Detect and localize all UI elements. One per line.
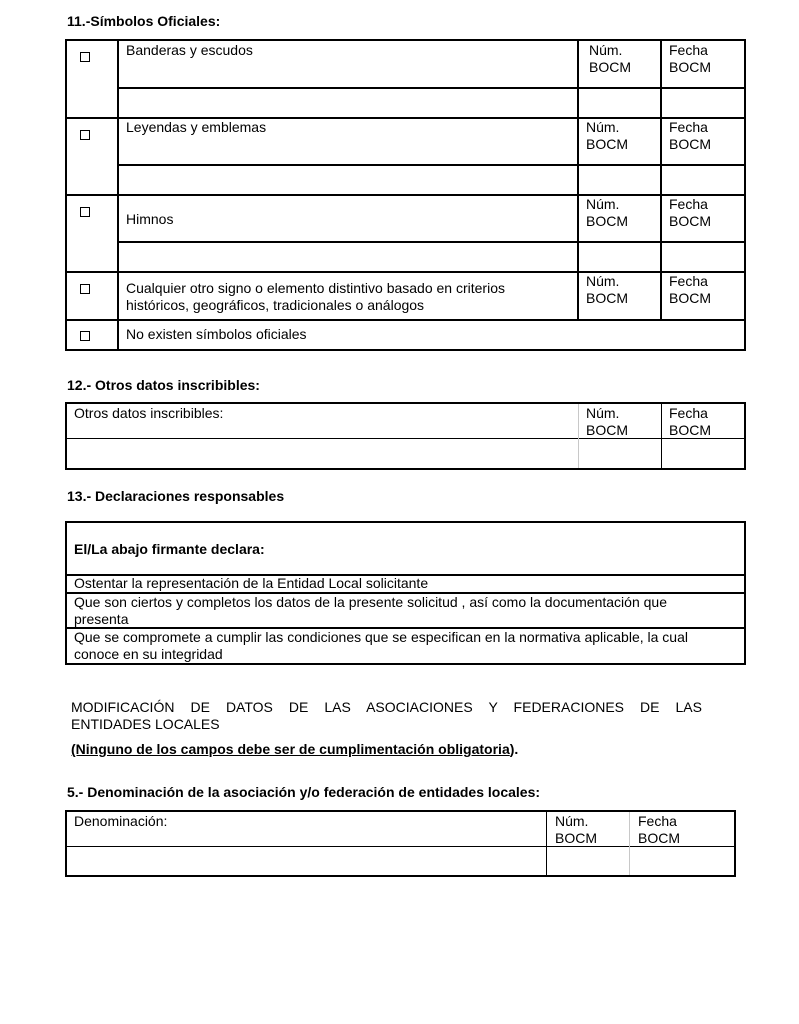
declaracion-item: Que se compromete a cumplir las condiciones que se especifican en la normativa aplicable, la cual conoce en su integridad — [74, 629, 688, 662]
modification-title: MODIFICACIÓN DE DATOS DE LAS ASOCIACIONES Y FEDERACIONES DE LAS ENTIDADES LOCALES — [71, 699, 702, 732]
label-banderas-escudos: Banderas y escudos — [126, 42, 253, 58]
fecha-bocm-label: Fecha BOCM — [669, 42, 711, 75]
leyendas-emblemas-text-input[interactable] — [119, 166, 576, 193]
section-13-title: 13.- Declaraciones responsables — [67, 488, 285, 504]
section-12-title: 12.- Otros datos inscribibles: — [67, 377, 260, 393]
otros-datos-fecha-bocm-input[interactable] — [662, 440, 744, 468]
label-leyendas-emblemas: Leyendas y emblemas — [126, 119, 267, 135]
num-bocm-label: Núm. BOCM — [586, 119, 628, 152]
label-himnos: Himnos — [126, 211, 174, 227]
himnos-text-input[interactable] — [119, 243, 576, 270]
declaraciones-header: El/La abajo firmante declara: — [74, 541, 265, 557]
section-11-title: 11.-Símbolos Oficiales: — [67, 13, 221, 29]
checkbox-leyendas-emblemas[interactable] — [80, 130, 90, 140]
denominacion-fecha-bocm-input[interactable] — [631, 848, 734, 875]
row-divider — [65, 319, 746, 321]
himnos-fecha-bocm-input[interactable] — [662, 243, 744, 270]
fecha-column-divider — [629, 812, 630, 875]
checkbox-no-existen[interactable] — [80, 331, 90, 341]
num-bocm-label: Núm. BOCM — [555, 813, 597, 846]
checkbox-otro-signo[interactable] — [80, 284, 90, 294]
banderas-escudos-text-input[interactable] — [119, 89, 576, 116]
denominacion-num-bocm-input[interactable] — [548, 848, 628, 875]
section-5-title: 5.- Denominación de la asociación y/o federación de entidades locales: — [67, 784, 541, 800]
banderas-escudos-fecha-bocm-input[interactable] — [662, 89, 744, 116]
fecha-bocm-label: Fecha BOCM — [669, 405, 711, 438]
fecha-bocm-label: Fecha BOCM — [669, 196, 711, 229]
row-divider — [65, 271, 746, 273]
otros-datos-label: Otros datos inscribibles: — [74, 405, 224, 421]
checkbox-himnos[interactable] — [80, 207, 90, 217]
checkbox-banderas-escudos[interactable] — [80, 52, 90, 62]
label-otro-signo: Cualquier otro signo o elemento distintivo basado en criterios históricos, geográficos, tradicionales o análogos — [126, 280, 505, 313]
row-divider — [65, 438, 746, 439]
num-bocm-label: Núm. BOCM — [586, 273, 628, 306]
leyendas-emblemas-fecha-bocm-input[interactable] — [662, 166, 744, 193]
fecha-bocm-label: Fecha BOCM — [638, 813, 680, 846]
otros-datos-num-bocm-input[interactable] — [579, 440, 660, 468]
denominacion-label: Denominación: — [74, 813, 168, 829]
num-bocm-label: Núm. BOCM — [586, 405, 628, 438]
himnos-num-bocm-input[interactable] — [579, 243, 659, 270]
denominacion-input[interactable] — [67, 848, 545, 875]
fecha-bocm-label: Fecha BOCM — [669, 119, 711, 152]
num-column-divider — [546, 812, 547, 875]
leyendas-emblemas-num-bocm-input[interactable] — [579, 166, 659, 193]
modification-note: (Ninguno de los campos debe ser de cumplimentación obligatoria). — [71, 741, 519, 757]
declaracion-item: Ostentar la representación de la Entidad Local solicitante — [74, 575, 429, 591]
row-divider — [65, 846, 736, 847]
row-divider — [65, 194, 746, 196]
otros-datos-input[interactable] — [67, 440, 577, 468]
banderas-escudos-num-bocm-input[interactable] — [579, 89, 659, 116]
label-no-existen: No existen símbolos oficiales — [126, 326, 307, 342]
fecha-bocm-label: Fecha BOCM — [669, 273, 711, 306]
num-bocm-label: Núm. BOCM — [589, 42, 631, 75]
declaracion-item: Que son ciertos y completos los datos de la presente solicitud , así como la documentación que presenta — [74, 594, 667, 627]
num-bocm-label: Núm. BOCM — [586, 196, 628, 229]
